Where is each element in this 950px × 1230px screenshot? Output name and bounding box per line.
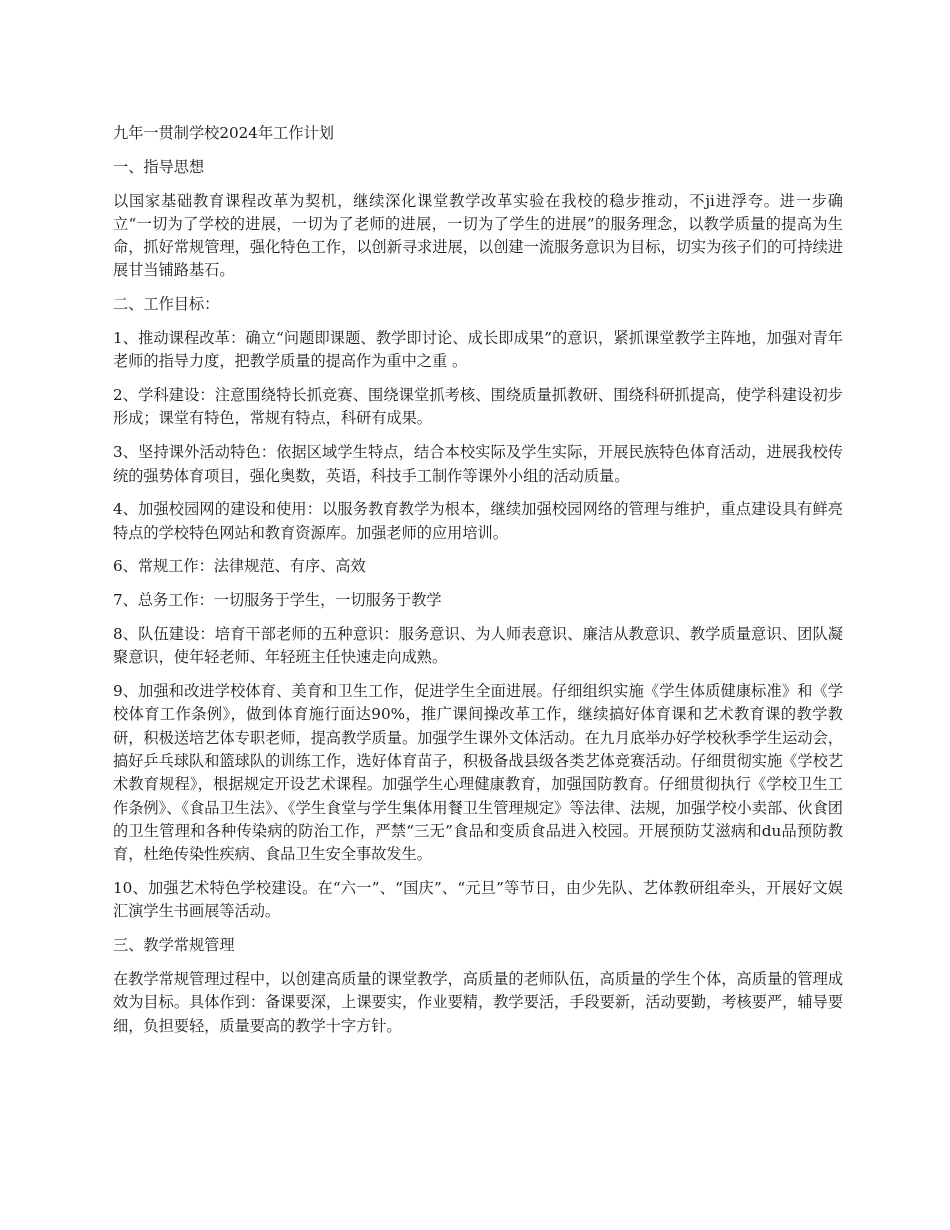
paragraph-guiding-thought: 以国家基础教育课程改革为契机，继续深化课堂教学改革实验在我校的稳步推动，不ji进浮夸。进一步确立“一切为了学校的进展，一切为了老师的进展，一切为了学生的进展”的服务理念，以教学质量的提高为生命，抓好常规管理，强化特色工作，以创新寻求进展，以创建一流服务意识为目标，切实为孩子们的可持续进展甘当铺路基石。	[113, 191, 843, 280]
section-heading-teaching-management: 三、教学常规管理	[113, 936, 235, 955]
document-body	[113, 122, 843, 1048]
paragraph-goal-8: 8、队伍建设：培育干部老师的五种意识：服务意识、为人师表意识、廉洁从教意识、教学质量意识、团队凝聚意识，使年轻老师、年轻班主任快速走向成熟。	[113, 625, 843, 667]
paragraph-goal-4: 4、加强校园网的建设和使用：以服务教育教学为根本，继续加强校园网络的管理与维护，重点建设具有鲜亮特点的学校特色网站和教育资源库。加强老师的应用培训。	[113, 500, 843, 542]
paragraph-teaching-management: 在教学常规管理过程中，以创建高质量的课堂教学，高质量的老师队伍，高质量的学生个体，高质量的管理成效为目标。具体作到：备课要深，上课要实，作业要精，教学要活，手段要新，活动要勤，考核要严，辅导要细，负担要轻，质量要高的教学十字方针。	[113, 969, 843, 1035]
paragraph-goal-10: 10、加强艺术特色学校建设。在“六一”、“国庆”、“元旦”等节日，由少先队、艺体教研组牵头，开展好文娱汇演学生书画展等活动。	[113, 879, 843, 921]
paragraph-goal-1: 1、推动课程改革：确立“问题即课题、教学即讨论、成长即成果”的意识，紧抓课堂教学主阵地，加强对青年老师的指导力度，把教学质量的提高作为重中之重 。	[113, 329, 843, 371]
section-heading-guiding-thought: 一、指导思想	[113, 157, 205, 176]
paragraph-goal-3: 3、坚持课外活动特色：依据区域学生特点，结合本校实际及学生实际，开展民族特色体育活动，进展我校传统的强势体育项目，强化奥数，英语，科技手工制作等课外小组的活动质量。	[113, 443, 843, 485]
paragraph-goal-9: 9、加强和改进学校体育、美育和卫生工作，促进学生全面进展。仔细组织实施《学生体质健康标准》和《学校体育工作条例》，做到体育施行面达90%，推广课间操改革工作，继续搞好体育课和艺术教育课的教学教研，积极送培艺体专职老师，提高教学质量。加强学生课外文体活动。在九月底举办好学校秋季学生运动会，搞好乒乓球队和篮球队的训练工作，选好体育苗子，积极备战县级各类艺体竞赛活动。仔细贯彻实施《学校艺术教育规程》，根据规定开设艺术课程。加强学生心理健康教育，加强国防教育。仔细贯彻执行《学校卫生工作条例》、《食品卫生法》、《学生食堂与学生集体用餐卫生管理规定》等法律、法规，加强学校小卖部、伙食团的卫生管理和各种传染病的防治工作，严禁“三无”食品和变质食品进入校园。开展预防艾滋病和du品预防教育，杜绝传染性疾病、食品卫生安全事故发生。	[113, 682, 843, 864]
paragraph-goal-7: 7、总务工作：一切服务于学生，一切服务于教学	[113, 591, 442, 610]
paragraph-goal-2: 2、学科建设：注意围绕特长抓竞赛、围绕课堂抓考核、围绕质量抓教研、围绕科研抓提高，使学科建设初步形成；课堂有特色，常规有特点，科研有成果。	[113, 386, 843, 428]
section-heading-work-goals: 二、工作目标：	[113, 295, 220, 314]
paragraph-goal-6: 6、常规工作：法律规范、有序、高效	[113, 557, 366, 576]
document-title: 九年一贯制学校2024年工作计划	[113, 124, 334, 142]
